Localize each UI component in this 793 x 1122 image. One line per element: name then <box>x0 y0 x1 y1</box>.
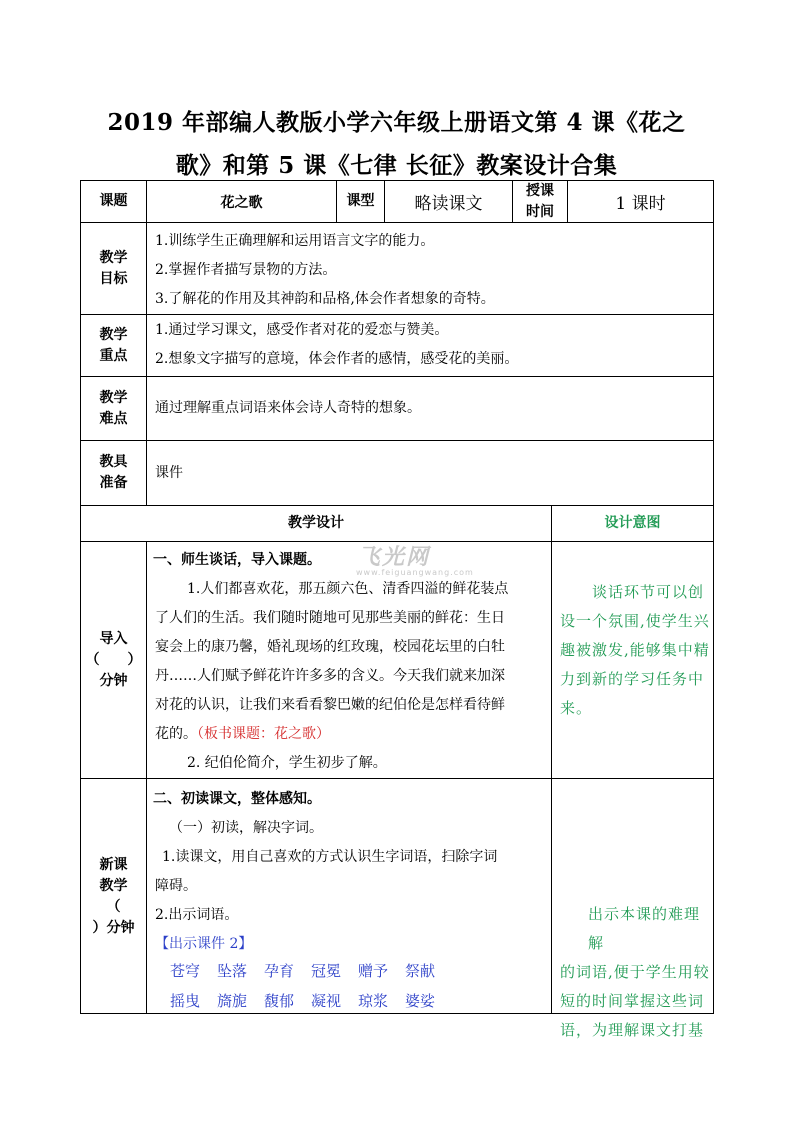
keypoints-list <box>147 316 713 374</box>
keypoint-item: 2.想象文字描写的意境，体会作者的感情，感受花的美丽。 <box>155 351 519 367</box>
keypoints-label-line-1: 教学 <box>99 326 128 343</box>
vocab-word: 婆娑 <box>405 992 436 1010</box>
intro-intent-line: 力到新的学习任务中 <box>560 670 705 688</box>
newlesson-sub1: （一）初读，解决字词。 <box>169 820 323 836</box>
newlesson-intent-line: 出示本课的难理解 <box>588 905 701 952</box>
newlesson-label-line-4: ）分钟 <box>92 920 135 936</box>
difficulty-label <box>81 377 146 440</box>
keypoints-label-line-2: 重点 <box>99 347 128 364</box>
intro-label-line-1: 导入 <box>99 630 128 647</box>
difficulty-label-line-1: 教学 <box>99 389 128 406</box>
newlesson-s1-line: 1.读课文，用自己喜欢的方式认识生字词语，扫除字词 <box>162 849 498 865</box>
intro-p1-last-text: 花的。 <box>155 726 197 742</box>
intro-heading: 一、师生谈话，导入课题。 <box>153 552 321 568</box>
watermark-url: www.feiguangwang.com <box>356 568 474 577</box>
intro-intent-line: 设一个氛围,使学生兴 <box>560 612 710 630</box>
intro-p1-line: 了人们的生活。我们随时随地可见那些美丽的鲜花：生日 <box>155 610 505 626</box>
document-title-line-2: 歌》和第 5 课《七律 长征》教案设计合集 <box>175 152 618 179</box>
watermark-logo: 飞光网 <box>358 545 431 570</box>
intro-intent-line: 趣被激发,能够集中精 <box>560 641 710 659</box>
newlesson-intent-line: 语，为理解课文打基 <box>560 1021 705 1039</box>
intro-p1-line: 宴会上的康乃馨，婚礼现场的红玫瑰，校园花坛里的白牡 <box>155 639 505 655</box>
keypoints-label <box>81 315 146 376</box>
tools-label-line-2: 准备 <box>99 475 128 491</box>
vocab-word: 旖旎 <box>217 992 248 1010</box>
intro-p2: 2. 纪伯伦简介，学生初步了解。 <box>187 755 387 771</box>
type-label: 课型 <box>346 193 375 209</box>
vocab-word: 凝视 <box>311 992 342 1010</box>
goal-item: 3.了解花的作用及其神韵和品格,体会作者想象的奇特。 <box>155 291 495 307</box>
vocab-word: 祭献 <box>405 962 436 980</box>
design-header: 教学设计 <box>288 515 344 531</box>
intro-label-line-2: （ ） <box>85 651 142 668</box>
newlesson-label <box>81 779 146 1013</box>
vocab-word: 冠冕 <box>311 962 342 980</box>
intro-label-line-3: 分钟 <box>99 672 128 689</box>
vocab-word: 摇曳 <box>170 992 201 1010</box>
newlesson-intent <box>560 900 712 1045</box>
intro-p1-last <box>155 720 550 749</box>
goals-label <box>81 223 146 314</box>
newlesson-label-line-1: 新课 <box>99 857 128 873</box>
vocab-word: 孕育 <box>264 962 295 980</box>
newlesson-intent-line: 短的时间掌握这些词 <box>560 992 705 1010</box>
newlesson-label-line-3: （ <box>106 899 121 915</box>
tools-label <box>81 441 146 505</box>
hours-label-line-1: 授课 <box>526 182 554 199</box>
vocab-word: 赠予 <box>358 962 389 980</box>
tools-text: 课件 <box>155 465 183 481</box>
courseware-label: 【出示课件 2】 <box>155 936 253 952</box>
intent-header: 设计意图 <box>604 515 661 531</box>
type-value: 略读课文 <box>414 194 483 214</box>
hours-label <box>513 181 567 222</box>
newlesson-intent-line: 的词语,便于学生用较 <box>560 963 710 981</box>
intro-p1-line: 丹……人们赋予鲜花许许多多的含义。今天我们就来加深 <box>155 668 505 684</box>
newlesson-s2: 2.出示词语。 <box>155 907 239 923</box>
difficulty-label-line-2: 难点 <box>99 410 128 427</box>
topic-value: 花之歌 <box>220 194 263 211</box>
tools-label-line-1: 教具 <box>99 454 128 470</box>
intro-p1-line: 对花的认识，让我们来看看黎巴嫩的纪伯伦是怎样看待鲜 <box>155 697 505 713</box>
intro-p1-line: 1.人们都喜欢花，那五颜六色、清香四溢的鲜花装点 <box>187 581 509 597</box>
goals-label-line-1: 教学 <box>99 249 128 266</box>
vocab-word: 琼浆 <box>358 992 389 1010</box>
vocab-row-2 <box>170 990 452 1011</box>
goal-item: 2.掌握作者描写景物的方法。 <box>155 262 337 278</box>
hours-value: 1 课时 <box>615 194 666 214</box>
goals-label-line-2: 目标 <box>99 270 128 287</box>
board-note: （板书课题：花之歌） <box>197 726 330 742</box>
intro-intent-line: 谈话环节可以创 <box>592 583 705 601</box>
newlesson-content <box>155 785 550 959</box>
goal-item: 1.训练学生正确理解和运用语言文字的能力。 <box>155 233 435 249</box>
vocab-word: 馥郁 <box>264 992 295 1010</box>
intro-label <box>81 542 146 778</box>
vocab-word: 坠落 <box>217 962 248 980</box>
keypoint-item: 1.通过学习课文，感受作者对花的爱恋与赞美。 <box>155 322 449 338</box>
newlesson-label-line-2: 教学 <box>99 878 128 894</box>
goals-list <box>147 227 713 314</box>
intro-intent-line: 来。 <box>560 699 593 717</box>
newlesson-s1-line: 障碍。 <box>155 878 197 894</box>
vocab-row-1 <box>170 960 452 981</box>
newlesson-heading: 二、初读课文，整体感知。 <box>153 791 321 807</box>
intro-intent <box>560 578 712 723</box>
document-title-line-1: 2019 年部编人教版小学六年级上册语文第 4 课《花之 <box>107 109 686 136</box>
intro-content <box>155 546 550 778</box>
hours-label-line-2: 时间 <box>526 203 554 220</box>
difficulty-text: 通过理解重点词语来体会诗人奇特的想象。 <box>155 400 421 416</box>
topic-label: 课题 <box>99 193 128 209</box>
vocab-word: 苍穹 <box>170 962 201 980</box>
